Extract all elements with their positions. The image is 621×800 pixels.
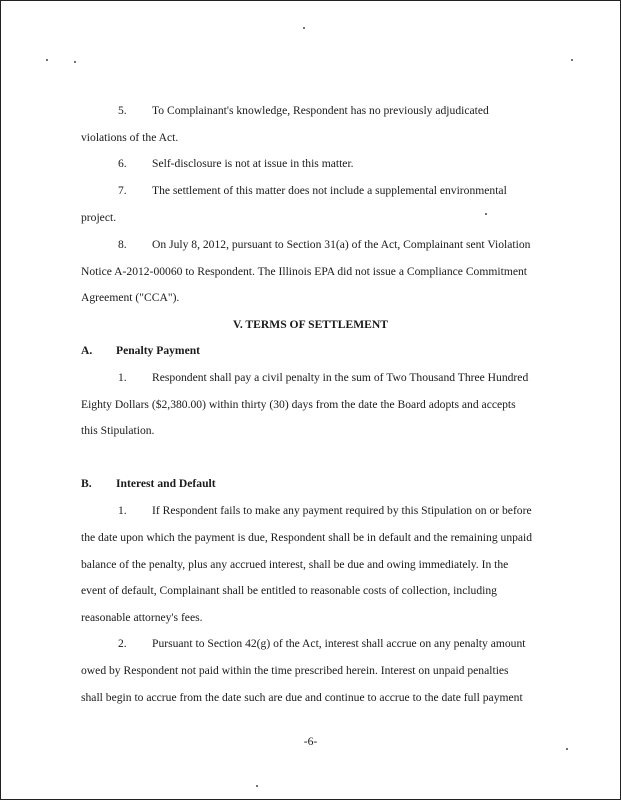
paragraph-5-number: 5. <box>118 104 127 117</box>
interest-paragraph-line-3: shall begin to accrue from the date such are due and continue to accrue to the date full payment <box>81 691 523 704</box>
section-title: V. TERMS OF SETTLEMENT <box>232 318 389 331</box>
scan-speck <box>46 59 48 61</box>
paragraph-5-line-1: To Complainant's knowledge, Respondent has no previously adjudicated <box>152 104 489 117</box>
penalty-paragraph-line-3: this Stipulation. <box>81 424 155 437</box>
default-paragraph-number: 1. <box>118 504 127 517</box>
scan-speck <box>571 59 573 61</box>
subsection-a-title: Penalty Payment <box>116 344 201 357</box>
page-number: -6- <box>303 735 318 748</box>
penalty-paragraph-number: 1. <box>118 371 127 384</box>
paragraph-7-line-1: The settlement of this matter does not include a supplemental environmental <box>152 184 507 197</box>
paragraph-8-number: 8. <box>118 238 127 251</box>
interest-paragraph-line-2: owed by Respondent not paid within the time prescribed herein. Interest on unpaid penalties <box>81 664 509 677</box>
interest-paragraph-number: 2. <box>118 637 127 650</box>
paragraph-5-line-2: violations of the Act. <box>81 131 179 144</box>
penalty-paragraph-line-2: Eighty Dollars ($2,380.00) within thirty (30) days from the date the Board adopts and accepts <box>81 398 516 411</box>
scan-speck <box>485 213 487 215</box>
interest-paragraph-line-1: Pursuant to Section 42(g) of the Act, interest shall accrue on any penalty amount <box>152 637 526 650</box>
scan-speck <box>303 27 305 29</box>
paragraph-6-line-1: Self-disclosure is not at issue in this matter. <box>152 157 354 170</box>
default-paragraph-line-5: reasonable attorney's fees. <box>81 611 203 624</box>
default-paragraph-line-4: event of default, Complainant shall be entitled to reasonable costs of collection, including <box>81 584 497 597</box>
paragraph-8-line-3: Agreement ("CCA"). <box>81 291 180 304</box>
paragraph-7-number: 7. <box>118 184 127 197</box>
paragraph-7-line-2: project. <box>81 211 117 224</box>
penalty-paragraph-line-1: Respondent shall pay a civil penalty in the sum of Two Thousand Three Hundred <box>152 371 529 384</box>
subsection-b-title: Interest and Default <box>116 477 216 490</box>
default-paragraph-line-1: If Respondent fails to make any payment required by this Stipulation on or before <box>152 504 532 517</box>
scan-speck <box>256 785 258 787</box>
scan-speck <box>74 61 76 63</box>
paragraph-6-number: 6. <box>118 157 127 170</box>
default-paragraph-line-2: the date upon which the payment is due, Respondent shall be in default and the remaining unpaid <box>81 531 533 544</box>
default-paragraph-line-3: balance of the penalty, plus any accrued interest, shall be due and owing immediately. In the <box>81 558 509 571</box>
subsection-b-letter: B. <box>81 477 92 490</box>
paragraph-8-line-1: On July 8, 2012, pursuant to Section 31(a) of the Act, Complainant sent Violation <box>152 238 531 251</box>
subsection-a-letter: A. <box>81 344 93 357</box>
paragraph-8-line-2: Notice A-2012-00060 to Respondent. The Illinois EPA did not issue a Compliance Commitment <box>81 265 528 278</box>
